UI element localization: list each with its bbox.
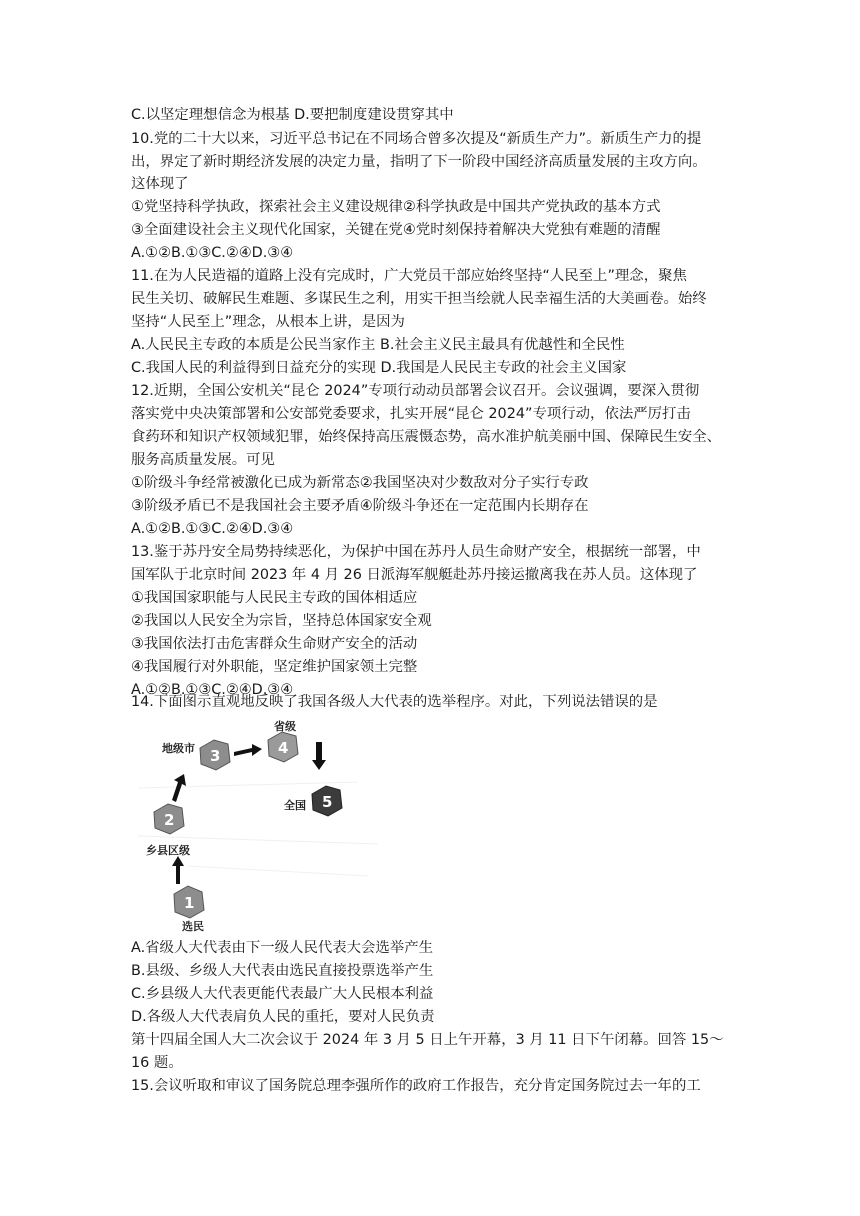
- stone-4: [268, 732, 298, 762]
- text-line: ①我国国家职能与人民民主专政的国体相适应: [131, 590, 418, 606]
- option-c: C.乡县级人大代表更能代表最广大人民根本利益: [131, 986, 434, 1002]
- question-13-stem: 13.鉴于苏丹安全局势持续恶化，为保护中国在苏丹人员生命财产安全，根据统一部署，中: [131, 544, 701, 560]
- text-line: C.以坚定理想信念为根基 D.要把制度建设贯穿其中: [131, 107, 454, 123]
- stone-5: [312, 786, 342, 816]
- question-14-stem: 14.下面图示直观地反映了我国各级人大代表的选举程序。对此，下列说法错误的是: [131, 694, 658, 710]
- text-line: 民生关切、破解民生难题、多谋民生之利，用实干担当绘就人民幸福生活的大美画卷。始终: [131, 291, 707, 307]
- election-procedure-diagram: [128, 716, 388, 932]
- text-line: 食药环和知识产权领域犯罪，始终保持高压震慑态势，高水准护航美丽中国、保障民生安全、: [131, 429, 722, 445]
- passage-intro: 第十四届全国人大二次会议于 2024 年 3 月 5 日上午开幕，3 月 11 日下午闭幕。回答 15～: [131, 1032, 724, 1048]
- label-city: 地级市: [162, 742, 195, 755]
- text-line: 出，界定了新时期经济发展的决定力量，指明了下一阶段中国经济高质量发展的主攻方向。: [131, 154, 707, 170]
- question-12-stem: 12.近期，全国公安机关“昆仑 2024”专项行动动员部署会议召开。会议强调，要深入贯彻: [131, 383, 700, 399]
- text-line: ③阶级矛盾已不是我国社会主要矛盾④阶级斗争还在一定范围内长期存在: [131, 498, 589, 514]
- label-county: 乡县区级: [146, 844, 190, 857]
- question-10-stem: 10.党的二十大以来，习近平总书记在不同场合曾多次提及“新质生产力”。新质生产力的提: [131, 131, 702, 147]
- label-voter: 选民: [182, 920, 204, 932]
- option-a: A.省级人大代表由下一级人民代表大会选举产生: [131, 940, 433, 956]
- election-procedure-figure: [128, 716, 388, 932]
- text-line: ③全面建设社会主义现代化国家，关键在党④党时刻保持着解决大党独有难题的清醒: [131, 222, 661, 238]
- stone-3: [200, 740, 230, 770]
- text-line: ④我国履行对外职能，坚定维护国家领土完整: [131, 659, 418, 675]
- text-line: 这体现了: [131, 176, 189, 192]
- option-d: D.各级人大代表肩负人民的重托，要对人民负责: [131, 1009, 435, 1025]
- text-line: 服务高质量发展。可见: [131, 452, 275, 468]
- label-national: 全国: [284, 799, 306, 812]
- arrow-up-icon: [172, 774, 186, 802]
- svg-text:2: 2: [164, 811, 175, 829]
- text-line: 16 题。: [131, 1055, 183, 1071]
- text-line: 国军队于北京时间 2023 年 4 月 26 日派海军舰艇赴苏丹接运撤离我在苏人员。这体现了: [131, 567, 698, 583]
- text-line: 落实党中央决策部署和公安部党委要求，扎实开展“昆仑 2024”专项行动，依法严厉打击: [131, 406, 691, 422]
- arrow-down-icon: [312, 742, 326, 770]
- answer-options: A.①②B.①③C.②④D.③④: [131, 682, 294, 698]
- stone-1: [174, 886, 204, 918]
- text-line: A.人民民主专政的本质是公民当家作主 B.社会主义民主最具有优越性和全民性: [131, 337, 625, 353]
- svg-text:1: 1: [184, 894, 195, 912]
- answer-options: A.①②B.①③C.②④D.③④: [131, 245, 294, 261]
- arrow-up-icon: [172, 856, 184, 884]
- svg-text:4: 4: [278, 739, 289, 757]
- text-line: ①阶级斗争经常被激化已成为新常态②我国坚决对少数敌对分子实行专政: [131, 475, 589, 491]
- text-line: 坚持“人民至上”理念，从根本上讲，是因为: [131, 314, 405, 330]
- svg-text:5: 5: [322, 793, 333, 811]
- answer-options: A.①②B.①③C.②④D.③④: [131, 521, 294, 537]
- text-line: ①党坚持科学执政，探索社会主义建设规律②科学执政是中国共产党执政的基本方式: [131, 199, 661, 215]
- arrow-right-icon: [234, 744, 262, 756]
- svg-text:3: 3: [210, 747, 221, 765]
- text-line: ③我国依法打击危害群众生命财产安全的活动: [131, 636, 418, 652]
- stone-2: [154, 804, 184, 834]
- question-15-stem: 15.会议听取和审议了国务院总理李强所作的政府工作报告，充分肯定国务院过去一年的工: [131, 1078, 701, 1094]
- question-11-stem: 11.在为人民造福的道路上没有完成时，广大党员干部应始终坚持“人民至上”理念，聚焦: [131, 268, 687, 284]
- option-b: B.县级、乡级人大代表由选民直接投票选举产生: [131, 963, 434, 979]
- label-province: 省级: [274, 720, 296, 733]
- text-line: ②我国以人民安全为宗旨，坚持总体国家安全观: [131, 613, 432, 629]
- text-line: C.我国人民的利益得到日益充分的实现 D.我国是人民民主专政的社会主义国家: [131, 360, 627, 376]
